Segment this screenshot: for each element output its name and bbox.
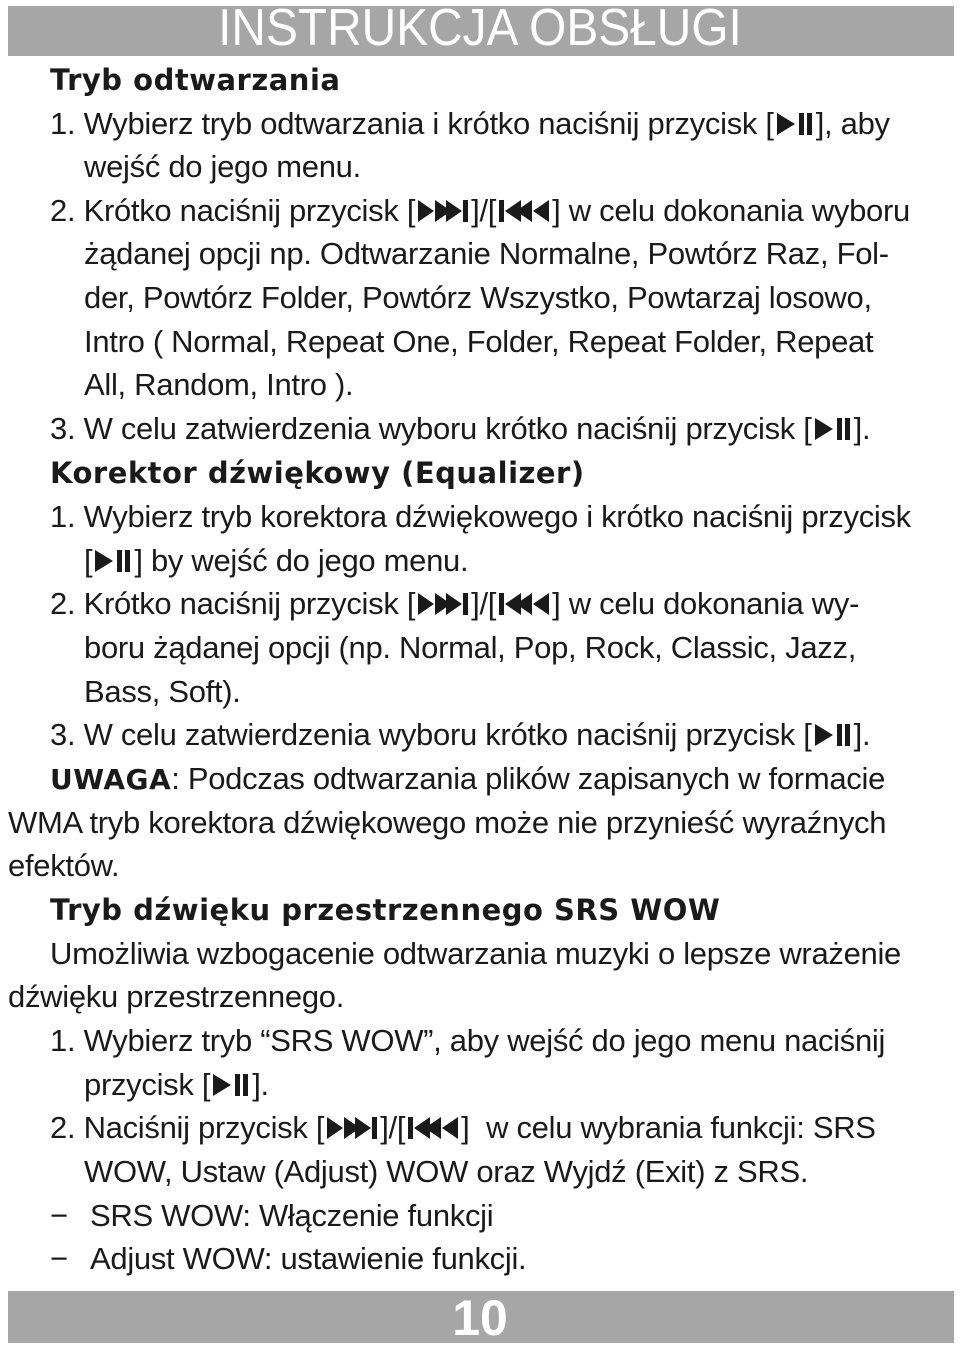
- srs-intro-1: Umożliwia wzbogacenie odtwarzania muzyki o lepsze wrażenie: [50, 936, 901, 971]
- play-pause-icon: [775, 111, 815, 137]
- previous-track-icon: [406, 1115, 460, 1141]
- playback-step-3: 3. W celu zatwierdzenia wyboru krótko naciśnij przycisk [ ].: [50, 411, 871, 446]
- note-line-1: UWAGA: Podczas odtwarzania plików zapisanych w formacie: [50, 761, 886, 796]
- equalizer-step-2-cont-1: boru żądanej opcji (np. Normal, Pop, Rock, Classic, Jazz,: [84, 630, 857, 665]
- playback-step-2-cont-1: żądanej opcji np. Odtwarzanie Normalne, Powtórz Raz, Fol-: [84, 236, 889, 271]
- srs-step-2: 2. Naciśnij przycisk [ ]/[ ] w celu wybrania funkcji: SRS: [50, 1110, 876, 1145]
- srs-intro-2: dźwięku przestrzennego.: [8, 979, 345, 1014]
- equalizer-step-2: 2. Krótko naciśnij przycisk [ ]/[ ] w celu dokonania wy-: [50, 586, 860, 621]
- equalizer-step-1: 1. Wybierz tryb korektora dźwiękowego i krótko naciśnij przycisk: [50, 499, 911, 534]
- section-heading-playback: Tryb odtwarzania: [50, 63, 341, 97]
- playback-step-2-cont-2: der, Powtórz Folder, Powtórz Wszystko, Powtarzaj losowo,: [84, 280, 872, 315]
- play-pause-icon: [813, 416, 853, 442]
- page-title: INSTRUKCJA OBSŁUGI: [218, 0, 742, 57]
- equalizer-step-3: 3. W celu zatwierdzenia wyboru krótko naciśnij przycisk [ ].: [50, 717, 871, 752]
- srs-step-2-cont: WOW, Ustaw (Adjust) WOW oraz Wyjdź (Exit) z SRS.: [84, 1154, 809, 1189]
- playback-step-2: 2. Krótko naciśnij przycisk [ ]/[ ] w celu dokonania wyboru: [50, 193, 910, 228]
- srs-step-1-cont: przycisk [ ].: [84, 1067, 269, 1102]
- play-pause-icon: [813, 722, 853, 748]
- previous-track-icon: [497, 198, 551, 224]
- srs-bullet-dash-2: −: [50, 1241, 68, 1276]
- playback-step-2-cont-4: All, Random, Intro ).: [84, 367, 354, 402]
- note-line-2: WMA tryb korektora dźwiękowego może nie przynieść wyraźnych: [8, 805, 887, 840]
- equalizer-step-2-cont-2: Bass, Soft).: [84, 674, 241, 709]
- srs-bullet-dash-1: −: [50, 1198, 68, 1233]
- next-track-icon: [416, 198, 470, 224]
- playback-step-1: 1. Wybierz tryb odtwarzania i krótko naciśnij przycisk [ ], aby: [50, 106, 890, 141]
- srs-bullet-1: SRS WOW: Włączenie funkcji: [90, 1198, 494, 1233]
- note-line-3: efektów.: [8, 848, 120, 883]
- section-heading-srs: Tryb dźwięku przestrzennego SRS WOW: [50, 893, 721, 927]
- play-pause-icon: [211, 1072, 251, 1098]
- section-heading-equalizer: Korektor dźwiękowy (Equalizer): [50, 456, 585, 490]
- next-track-icon: [416, 591, 470, 617]
- play-pause-icon: [93, 548, 133, 574]
- page-number: 10: [452, 1290, 508, 1346]
- equalizer-step-1-cont: [ ] by wejść do jego menu.: [84, 543, 469, 578]
- playback-step-1-cont: wejść do jego menu.: [84, 149, 361, 184]
- srs-bullet-2: Adjust WOW: ustawienie funkcji.: [90, 1241, 527, 1276]
- playback-step-2-cont-3: Intro ( Normal, Repeat One, Folder, Repeat Folder, Repeat: [84, 324, 874, 359]
- previous-track-icon: [497, 591, 551, 617]
- srs-step-1: 1. Wybierz tryb “SRS WOW”, aby wejść do jego menu naciśnij: [50, 1023, 886, 1058]
- next-track-icon: [325, 1115, 379, 1141]
- note-label: UWAGA: [50, 763, 172, 796]
